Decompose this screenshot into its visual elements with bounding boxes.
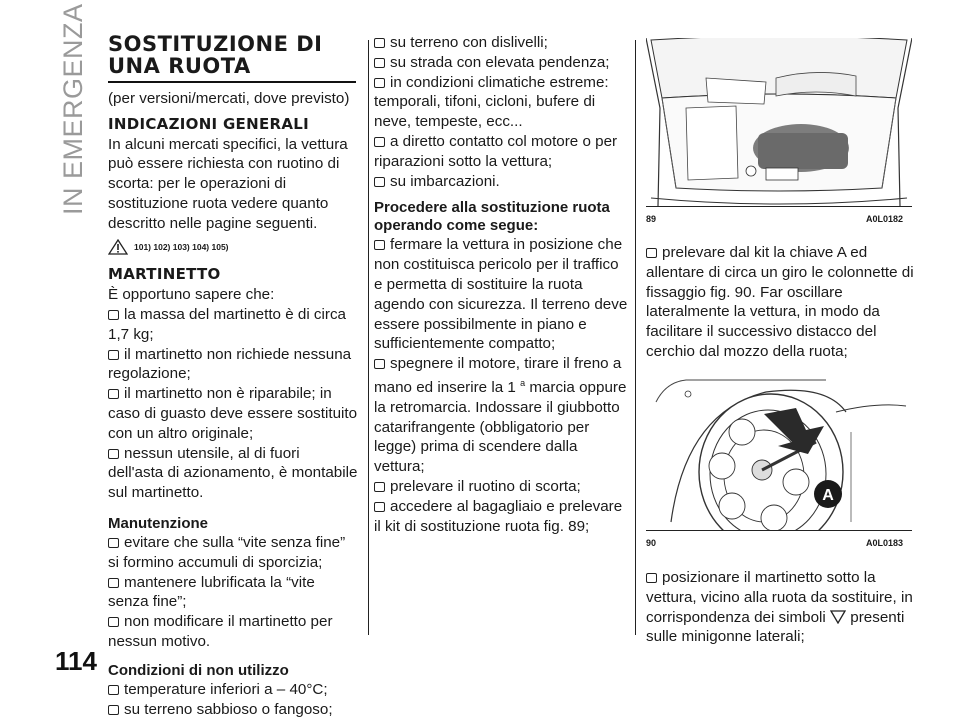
checkbox-bullet-icon <box>646 248 657 258</box>
list-item: spegnere il motore, tirare il freno a mano ed inserire la 1 $^a$ marcia oppure la retromarcia. Indossare il giubbotto catarifrangente (obbligatorio per legge) prima di scendere dalla vettura; <box>374 355 627 476</box>
checkbox-bullet-icon <box>374 137 385 147</box>
checkbox-bullet-icon <box>374 240 385 250</box>
wheel-illustration <box>646 372 912 530</box>
checkbox-bullet-icon <box>374 359 385 369</box>
list-item: su strada con elevata pendenza; <box>374 53 630 73</box>
callout-letter: A <box>822 487 834 504</box>
para-general: In alcuni mercati specifici, la vettura può essere richiesta con ruotino di scorta: per le operazioni di sostituzione ruota vedere quanto descritto nelle pagine seguenti. <box>108 135 348 232</box>
heading-non-use: Condizioni di non utilizzo <box>108 661 289 679</box>
checkbox-bullet-icon <box>108 705 119 715</box>
column-1 <box>108 33 358 719</box>
checkbox-bullet-icon <box>108 538 119 548</box>
figure-90-wheel <box>646 372 912 531</box>
list-item: temperature inferiori a – 40°C; <box>108 680 358 700</box>
checkbox-bullet-icon <box>374 58 385 68</box>
heading-procedure: Procedere alla sostituzione ruota operando come segue: <box>374 199 610 235</box>
checkbox-bullet-icon <box>374 78 385 88</box>
checkbox-bullet-icon <box>374 482 385 492</box>
list-item: prelevare il ruotino di scorta; <box>374 477 630 497</box>
heading-general: INDICAZIONI GENERALI <box>108 114 310 133</box>
list-item: nessun utensile, al di fuori dell'asta di azionamento, è montabile sul martinetto. <box>108 444 358 502</box>
list-item: a diretto contatto col motore o per riparazioni sotto la vettura; <box>374 132 618 170</box>
warning-refs: 101) 102) 103) 104) 105) <box>108 238 358 258</box>
list-item: non modificare il martinetto per nessun motivo. <box>108 613 333 650</box>
checkbox-bullet-icon <box>108 310 119 320</box>
list-item: su terreno sabbioso o fangoso; <box>108 700 358 719</box>
warning-icon <box>108 239 128 255</box>
checkbox-bullet-icon <box>374 38 385 48</box>
column-divider <box>635 40 636 635</box>
heading-maintenance: Manutenzione <box>108 514 208 532</box>
title-rule <box>108 81 356 83</box>
list-item: accedere al bagagliaio e prelevare il kit di sostituzione ruota fig. 89; <box>374 497 623 535</box>
checkbox-bullet-icon <box>108 350 119 360</box>
checkbox-bullet-icon <box>108 389 119 399</box>
page-number: 114 <box>55 646 97 676</box>
figure-code: A0L0182 <box>866 214 904 224</box>
section-title: SOSTITUZIONE DI <box>108 32 323 56</box>
trunk-illustration <box>646 38 912 206</box>
checkbox-bullet-icon <box>374 502 385 512</box>
subtitle: (per versioni/mercati, dove previsto) <box>108 90 350 107</box>
heading-jack: MARTINETTO <box>108 265 221 284</box>
section-label: IN EMERGENZA <box>58 3 88 215</box>
figure-number: 89 <box>646 214 657 224</box>
checkbox-bullet-icon <box>108 449 119 459</box>
section-title: UNA RUOTA <box>108 54 251 78</box>
list-item: evitare che sulla “vite senza fine” si formino accumuli di sporcizia; <box>108 533 346 571</box>
checkbox-bullet-icon <box>108 617 119 627</box>
list-item: mantenere lubrificata la “vite senza fine”; <box>108 573 315 611</box>
step-position-jack: posizionare il martinetto sotto la vettura, vicino alla ruota da sostituire, in corrispondenza dei simboli presenti sulle minigonne laterali; <box>646 569 913 646</box>
column-divider <box>368 40 369 635</box>
list-item: fermare la vettura in posizione che non costituisca pericolo per il traffico e permetta di sostituire la ruota agendo con sicurezza. Il terreno deve essere possibilmente in piano e sufficientemente compatto; <box>374 236 628 353</box>
checkbox-bullet-icon <box>108 685 119 695</box>
step-loosen-bolts: prelevare dal kit la chiave A ed allentare di circa un giro le colonnette di fissaggio fig. 90. Far oscillare lateralmente la vettura, in modo da facilitare il successivo distacco del cerchio dal mozzo della ruota; <box>646 244 914 360</box>
list-item: la massa del martinetto è di circa 1,7 kg; <box>108 305 346 343</box>
checkbox-bullet-icon <box>374 177 385 187</box>
figure-89-trunk <box>646 38 912 207</box>
list-item: il martinetto non richiede nessuna regolazione; <box>108 345 352 383</box>
column-2 <box>374 33 630 536</box>
list-item: su imbarcazioni. <box>374 172 630 192</box>
figure-number: 90 <box>646 538 657 548</box>
jack-intro: È opportuno sapere che: <box>108 286 275 304</box>
figure-code: A0L0183 <box>866 538 904 548</box>
checkbox-bullet-icon <box>108 578 119 588</box>
list-item: in condizioni climatiche estreme: temporali, tifoni, cicloni, bufere di neve, tempeste, ecc... <box>374 73 609 131</box>
jack-point-symbol-icon <box>830 610 846 624</box>
list-item: su terreno con dislivelli; <box>374 33 630 53</box>
list-item: il martinetto non è riparabile; in caso di guasto deve essere sostituito con un altro originale; <box>108 385 358 442</box>
checkbox-bullet-icon <box>646 573 657 583</box>
